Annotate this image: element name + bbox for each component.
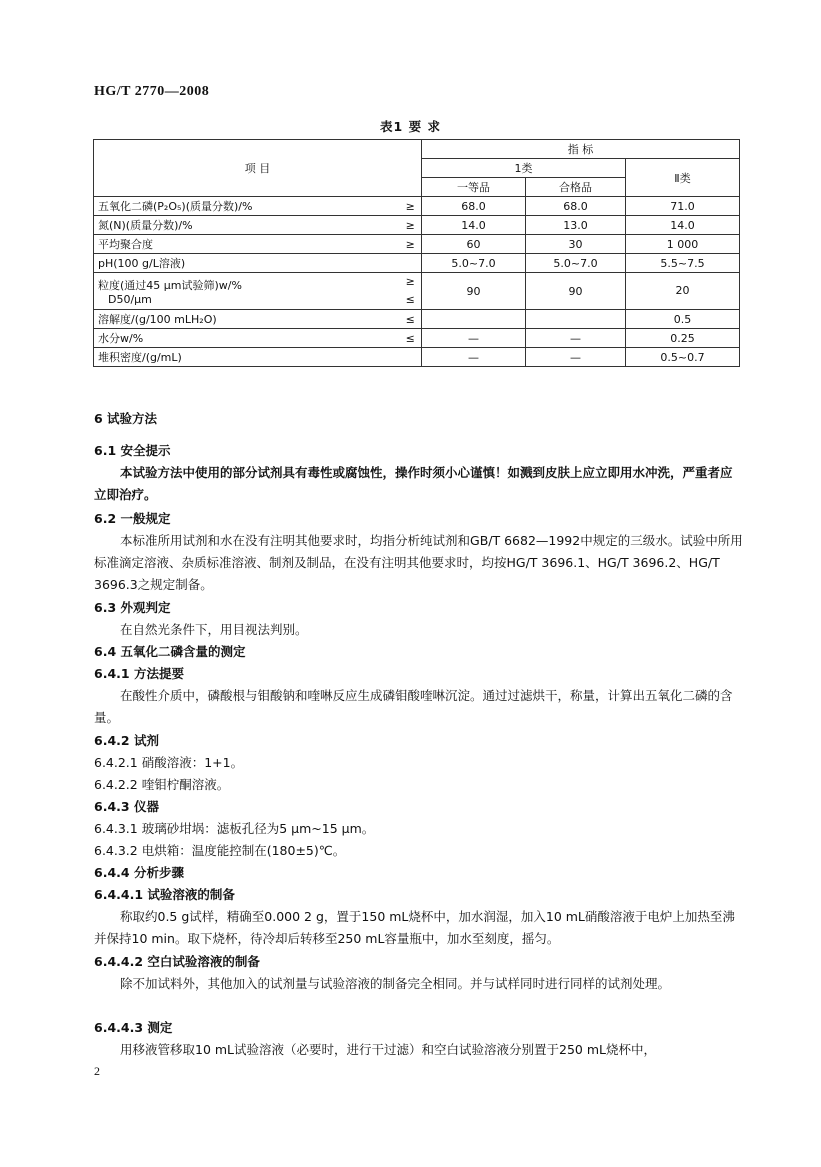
row-value: 5.5~7.5: [626, 254, 740, 273]
row-item: 氮(N)(质量分数)/%: [94, 216, 400, 235]
row-item: 溶解度/(g/100 mLH₂O): [94, 310, 400, 329]
row-value: —: [526, 329, 626, 348]
section-6-4-3-2: 6.4.3.2 电烘箱：温度能控制在(180±5)℃。: [94, 843, 346, 858]
section-6-4-1-body: 在酸性介质中，磷酸根与钼酸钠和喹啉反应生成磷钼酸喹啉沉淀。通过过滤烘干，称量，计算出五氧化二磷的含量。: [94, 688, 733, 725]
row-value: 5.0~7.0: [422, 254, 526, 273]
row-value: 0.25: [626, 329, 740, 348]
requirements-table: [93, 139, 740, 367]
section-6-4-heading: 6.4 五氧化二磷含量的测定: [94, 644, 246, 659]
row-item: 水分w/%: [94, 329, 400, 348]
section-6-4-4-1-body: 称取约0.5 g试样，精确至0.000 2 g，置于150 mL烧杯中，加水润湿，加入10 mL硝酸溶液于电炉上加热至沸并保持10 min。取下烧杯，待冷却后转移至250 mL容量瓶中，加水至刻度，摇匀。: [94, 909, 735, 946]
row-comparator: ≤: [400, 329, 422, 348]
section-6-2-body: 本标准所用试剂和水在没有注明其他要求时，均指分析纯试剂和GB/T 6682—1992中规定的三级水。试验中所用标准滴定溶液、杂质标准溶液、制剂及制品，在没有注明其他要求时，均按HG/T 3696.1、HG/T 3696.2、HG/T 3696.3之规定制备。: [94, 533, 743, 592]
row-value: 71.0: [626, 197, 740, 216]
table-caption: 表1 要 求: [380, 119, 441, 134]
row-value: 0.5: [626, 310, 740, 329]
section-6-2-heading: 6.2 一般规定: [94, 511, 171, 526]
row-item: pH(100 g/L溶液): [94, 254, 400, 273]
row-value: 14.0: [626, 216, 740, 235]
document-id: HG/T 2770—2008: [94, 84, 210, 99]
section-6-4-4-1-heading: 6.4.4.1 试验溶液的制备: [94, 887, 235, 902]
section-6-3-heading: 6.3 外观判定: [94, 600, 171, 615]
row-comparator: [400, 273, 422, 310]
table-row: [94, 235, 740, 254]
section-6-heading: 6 试验方法: [94, 411, 158, 426]
section-6-1-body: 本试验方法中使用的部分试剂具有毒性或腐蚀性，操作时须小心谨慎！如溅到皮肤上应立即用水冲洗，严重者应立即治疗。: [94, 465, 733, 502]
section-6-4-1-heading: 6.4.1 方法提要: [94, 666, 184, 681]
page-number: 2: [94, 1064, 100, 1078]
row-comparator: [400, 348, 422, 367]
row-value: 90: [422, 273, 526, 310]
table-row: [94, 254, 740, 273]
row-item: 五氧化二磷(P₂O₅)(质量分数)/%: [94, 197, 400, 216]
section-6-4-4-3-heading: 6.4.4.3 测定: [94, 1020, 173, 1035]
row-value: 0.5~0.7: [626, 348, 740, 367]
row-value: —: [526, 348, 626, 367]
header-grade1: 一等品: [422, 178, 526, 197]
row-item-line1: 粒度(通过45 μm试验筛)w/%: [98, 278, 242, 292]
row-value: 68.0: [526, 197, 626, 216]
row-item: 堆积密度/(g/mL): [94, 348, 400, 367]
section-6-4-4-2-heading: 6.4.4.2 空白试验溶液的制备: [94, 954, 260, 969]
header-class2: Ⅱ类: [626, 159, 740, 197]
section-6-4-3-1: 6.4.3.1 玻璃砂坩埚：滤板孔径为5 μm~15 μm。: [94, 821, 375, 836]
table-row: [94, 310, 740, 329]
row-comparator: [400, 254, 422, 273]
row-value: [626, 273, 740, 310]
section-6-4-3-heading: 6.4.3 仪器: [94, 799, 159, 814]
row-comparator: ≥: [400, 216, 422, 235]
table-row: [94, 348, 740, 367]
row-value-bottom: 20: [675, 284, 690, 297]
header-grade2: 合格品: [526, 178, 626, 197]
row-value: [422, 310, 526, 329]
header-item: 项 目: [94, 140, 422, 197]
section-6-4-2-heading: 6.4.2 试剂: [94, 733, 159, 748]
row-value: 1 000: [626, 235, 740, 254]
row-comparator: ≤: [400, 310, 422, 329]
table-header-row: [94, 140, 740, 159]
row-value: —: [422, 329, 526, 348]
row-comparator: ≥: [400, 235, 422, 254]
section-6-4-4-2-body: 除不加试料外，其他加入的试剂量与试验溶液的制备完全相同。并与试样同时进行同样的试剂处理。: [120, 976, 671, 991]
row-value: 14.0: [422, 216, 526, 235]
row-comparator: ≥: [400, 197, 422, 216]
header-class1: 1类: [422, 159, 626, 178]
row-item: [94, 273, 400, 310]
section-6-1-heading: 6.1 安全提示: [94, 443, 171, 458]
row-value: 30: [526, 235, 626, 254]
row-item: 平均聚合度: [94, 235, 400, 254]
section-6-4-2-1: 6.4.2.1 硝酸溶液：1+1。: [94, 755, 244, 770]
row-value: 68.0: [422, 197, 526, 216]
row-value: 60: [422, 235, 526, 254]
row-value: 90: [526, 273, 626, 310]
section-6-4-2-2: 6.4.2.2 喹钼柠酮溶液。: [94, 777, 230, 792]
row-value: [526, 310, 626, 329]
row-value: 13.0: [526, 216, 626, 235]
section-6-3-body: 在自然光条件下，用目视法判别。: [120, 622, 308, 637]
row-value: 5.0~7.0: [526, 254, 626, 273]
section-6-4-4-3-body: 用移液管移取10 mL试验溶液（必要时，进行干过滤）和空白试验溶液分别置于250 mL烧杯中，: [120, 1042, 656, 1057]
section-6-4-4-heading: 6.4.4 分析步骤: [94, 865, 184, 880]
header-index: 指 标: [422, 140, 740, 159]
table-row: [94, 197, 740, 216]
table-row: [94, 216, 740, 235]
table-row: [94, 329, 740, 348]
comparator-ge: ≥: [405, 275, 415, 288]
table-row: [94, 273, 740, 310]
row-item-line2: D50/μm: [108, 292, 152, 306]
row-value: —: [422, 348, 526, 367]
comparator-le: ≤: [405, 293, 415, 306]
